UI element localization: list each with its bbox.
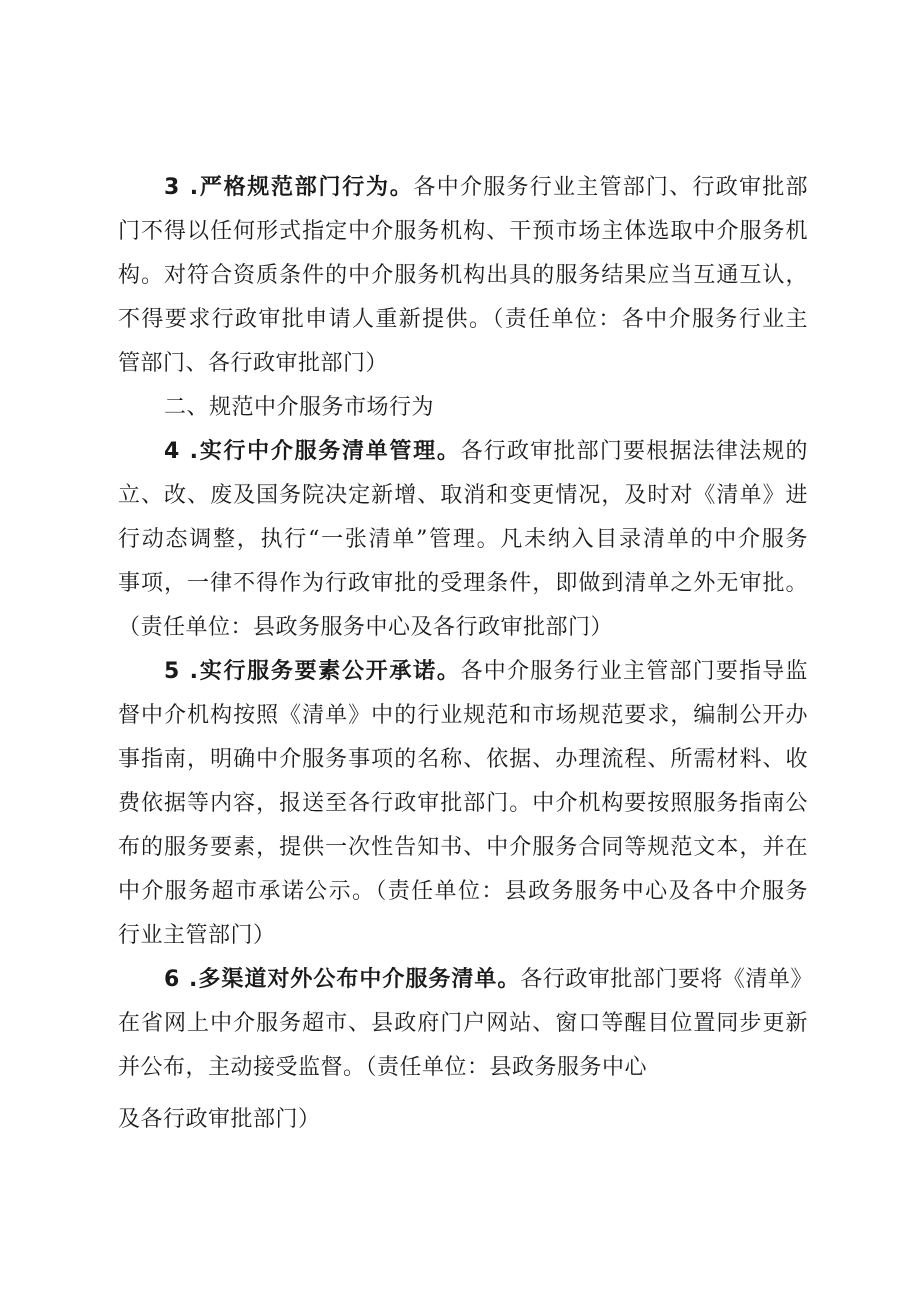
paragraph-3-line-2: 门不得以任何形式指定中介服务机构、干预市场主体选取中介服务机 bbox=[118, 219, 808, 244]
paragraph-5-line-4: 费依据等内容，报送至各行政审批部门。中介机构要按照服务指南公 bbox=[118, 791, 808, 816]
paragraph-5-lead: 5 .实行服务要素公开承诺。 bbox=[164, 659, 461, 684]
paragraph-4-text-1: 各行政审批部门要根据法律法规的 bbox=[460, 439, 808, 464]
paragraph-5-line-3: 事指南，明确中介服务事项的名称、依据、办理流程、所需材料、收 bbox=[118, 747, 808, 772]
paragraph-3-text-1: 各中介服务行业主管部门、行政审批部 bbox=[413, 175, 808, 200]
paragraph-3-lead: 3 .严格规范部门行为。 bbox=[164, 175, 414, 200]
paragraph-6-line-2: 在省网上中介服务超市、县政府门户网站、窗口等醒目位置同步更新 bbox=[118, 1011, 808, 1036]
paragraph-4-line-4: 事项，一律不得作为行政审批的受理条件，即做到清单之外无审批。 bbox=[118, 571, 808, 596]
paragraph-5-line-7: 行业主管部门） bbox=[118, 923, 276, 948]
paragraph-3-line-4: 不得要求行政审批申请人重新提供。（责任单位：各中介服务行业主 bbox=[118, 307, 808, 332]
paragraph-4-line-1 bbox=[164, 430, 808, 474]
paragraph-5-line-2: 督中介机构按照《清单》中的行业规范和市场规范要求，编制公开办 bbox=[118, 703, 808, 728]
paragraph-6-lead: 6 .多渠道对外公布中介服务清单。 bbox=[164, 967, 521, 992]
paragraph-5-line-6: 中介服务超市承诺公示。（责任单位：县政务服务中心及各中介服务 bbox=[118, 879, 808, 904]
paragraph-6-line-4: 及各行政审批部门） bbox=[118, 1107, 321, 1132]
paragraph-3-line-5: 管部门、各行政审批部门） bbox=[118, 351, 389, 376]
section-2-heading: 二、规范中介服务市场行为 bbox=[164, 395, 435, 420]
paragraph-5-text-1: 各中介服务行业主管部门要指导监 bbox=[460, 659, 808, 684]
paragraph-4-line-5: （责任单位：县政务服务中心及各行政审批部门） bbox=[118, 615, 614, 640]
paragraph-4-lead: 4 .实行中介服务清单管理。 bbox=[164, 439, 461, 464]
paragraph-6-line-3: 并公布，主动接受监督。（责任单位：县政务服务中心 bbox=[118, 1055, 648, 1080]
paragraph-3-line-3: 构。对符合资质条件的中介服务机构出具的服务结果应当互通互认， bbox=[118, 263, 808, 288]
paragraph-4-line-3: 行动态调整，执行“一张清单”管理。凡未纳入目录清单的中介服务 bbox=[118, 527, 808, 552]
paragraph-4-line-2: 立、改、废及国务院决定新增、取消和变更情况，及时对《清单》进 bbox=[118, 483, 808, 508]
paragraph-6-text-1: 各行政审批部门要将《清单》 bbox=[520, 967, 813, 992]
paragraph-5-line-5: 布的服务要素，提供一次性告知书、中介服务合同等规范文本，并在 bbox=[118, 835, 808, 860]
paragraph-5-line-1 bbox=[164, 650, 808, 694]
paragraph-6-line-1 bbox=[164, 958, 813, 1002]
paragraph-3-line-1 bbox=[164, 166, 808, 210]
